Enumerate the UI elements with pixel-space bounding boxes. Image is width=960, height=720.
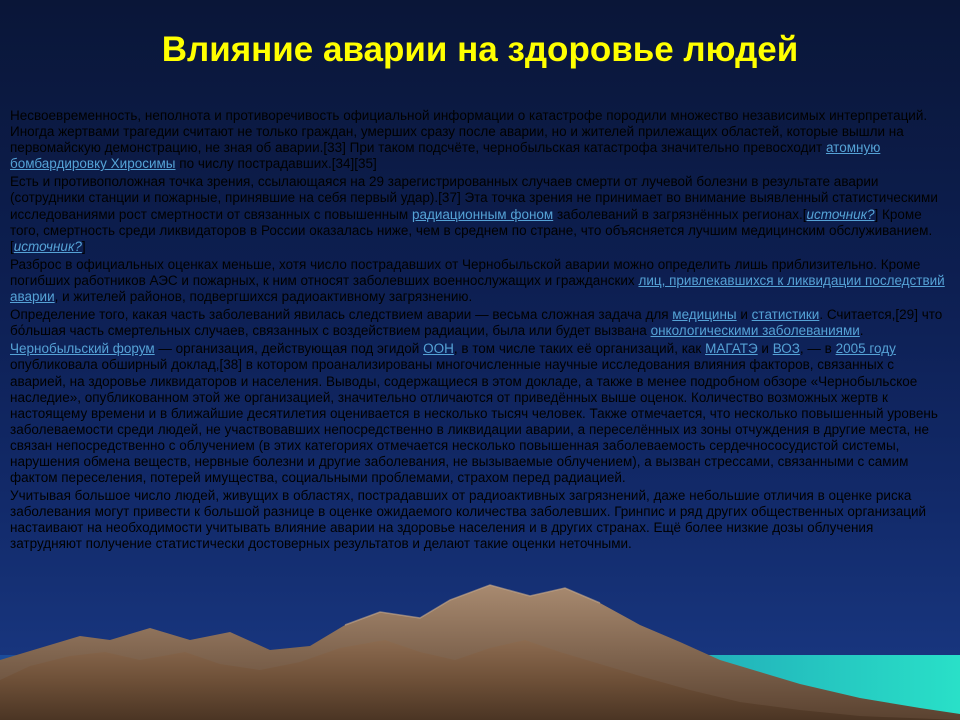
inline-link[interactable]: медицины	[672, 307, 737, 323]
paragraph-1	[10, 108, 945, 172]
text-run: ] Кроме того, смертность среди ликвидаторов в России оказалась ниже, чем в среднем по стране, что объясняется лучшим медицинским обслуживанием.[	[10, 206, 933, 254]
text-run: Несвоевременность, неполнота и противоречивость официальной информации о катастрофе породили множество независимых интерпретаций. Иногда жертвами трагедии считают не только граждан, умерших сразу после аварии, но и жителей прилежащих областей, которые вышли на первомайскую демонстрацию, не зная об аварии.[33] При таком подсчёте, чернобыльская катастрофа значительно превосходит	[10, 108, 928, 156]
text-run: Разброс в официальных оценках меньше, хотя число пострадавших от Чернобыльской аварии можно определить лишь приблизительно. Кроме погибших работников АЭС и пожарных, к ним относят заболевших военнослужащих и гражданских	[10, 256, 921, 288]
text-run: Определение того, какая часть заболеваний явилась следствием аварии — весьма сложная задача для	[10, 307, 673, 323]
text-run: и	[736, 307, 752, 323]
text-run: Учитывая большое число людей, живущих в областях, пострадавших от радиоактивных загрязнений, даже небольшие отличия в оценке риска заболевания могут привести к большой разнице в оценке ожидаемого количества заболевших. Гринпис и ряд других общественных организаций настаивают на необходимости учитывать влияние аварии на здоровье населения и в других странах. Ещё более низкие дозы облучения затрудняют получение статистически достоверных результатов и делают такие оценки неточными.	[10, 488, 927, 552]
inline-link[interactable]: источник?	[806, 206, 875, 222]
inline-link[interactable]: ВОЗ	[772, 341, 800, 357]
paragraph-4	[10, 307, 945, 339]
text-run: . Считается,[29] что бо́льшая часть смертельных случаев, связанных с воздействием радиации, была или будет вызвана	[10, 307, 943, 339]
paragraph-3	[10, 257, 945, 305]
inline-link[interactable]: онкологическими заболеваниями	[650, 323, 860, 339]
inline-link[interactable]: атомную бомбардировку Хиросимы	[10, 140, 881, 172]
text-run: , в том числе таких её организаций, как	[453, 341, 706, 357]
inline-link[interactable]: МАГАТЭ	[705, 341, 758, 357]
text-run: по числу пострадавших.[34][35]	[175, 156, 377, 172]
body-text	[10, 108, 945, 555]
text-run: заболеваний в загрязнённых регионах.[	[553, 206, 807, 222]
inline-link[interactable]: источник?	[13, 238, 82, 254]
inline-link[interactable]: статистики	[751, 307, 820, 323]
inline-link[interactable]: радиационным фоном	[411, 206, 554, 222]
inline-link[interactable]: ООН	[423, 341, 454, 357]
paragraph-6	[10, 488, 945, 552]
inline-link[interactable]: 2005 году	[835, 341, 896, 357]
slide-title: Влияние аварии на здоровье людей	[161, 30, 799, 69]
text-run: .	[859, 323, 864, 339]
text-run: — организация, действующая под эгидой	[154, 341, 424, 357]
inline-link[interactable]: Чернобыльский форум	[10, 341, 155, 357]
paragraph-2	[10, 174, 945, 254]
text-run: Есть и противоположная точка зрения, ссылающаяся на 29 зарегистрированных случаев смерти от лучевой болезни в результате аварии (сотрудники станции и пожарные, принявшие на себя первый удар).[37] Эта точка зрения не принимает во внимание выявленный статистическими исследованиями рост смертности от связанных с повышенным	[10, 174, 938, 222]
text-run: , и жителей районов, подвергшихся радиоактивному загрязнению.	[54, 289, 473, 305]
text-run: , — в	[799, 341, 836, 357]
inline-link[interactable]: лиц, привлекавшихся к ликвидации последствий аварии	[10, 272, 945, 305]
paragraph-5	[10, 341, 945, 486]
text-run: и	[757, 341, 773, 357]
text-run: опубликовала обширный доклад,[38] в котором проанализированы многочисленные научные исследования влияния факторов, связанных с аварией, на здоровье ликвидаторов и населения. Выводы, содержащиеся в этом докладе, а также в менее подробном обзоре «Чернобыльское наследие», опубликованном этой же организацией, значительно отличаются от приведённых выше оценок. Количество возможных жертв к настоящему времени и в ближайшие десятилетия оценивается в несколько тысяч человек. Также отмечается, что несколько повышенный уровень заболеваемости среди людей, не участвовавших непосредственно в ликвидации аварии, а переселённых из зоны отчуждения в другие места, не связан непосредственно с облучением (в этих категориях отмечается несколько повышенная заболеваемость сердечнососудистой системы, нарушения обмена веществ, нервные болезни и другие заболевания, не вызываемые облучением), а вызван стрессами, связанными с самим фактом переселения, потерей имущества, социальными проблемами, страхом перед радиацией.	[10, 357, 938, 486]
text-run: ]	[81, 238, 86, 254]
